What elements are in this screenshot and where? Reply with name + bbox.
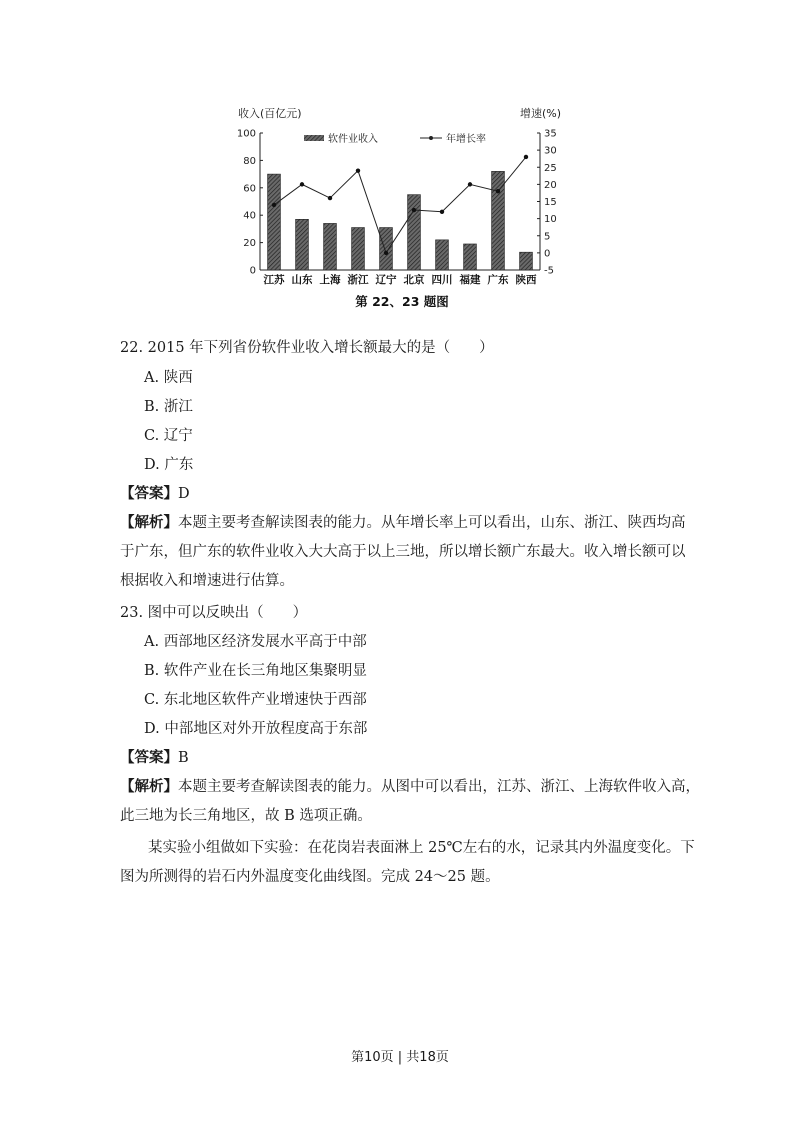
q22-analysis-line-1 — [120, 513, 686, 533]
legend-bar-label: 软件业收入 — [328, 134, 378, 145]
growth-point-浙江 — [356, 168, 360, 172]
x-tick-label: 福建 — [459, 274, 481, 286]
right-tick-label: 0 — [544, 248, 551, 260]
q22-answer — [120, 484, 190, 504]
q22-analysis-label: 【解析】 — [120, 514, 178, 531]
growth-point-山东 — [300, 182, 304, 186]
bar-福建 — [464, 244, 477, 270]
right-tick-label: 25 — [544, 162, 557, 174]
x-tick-label: 山东 — [291, 274, 313, 286]
growth-point-江苏 — [272, 203, 276, 207]
right-tick-label: -5 — [544, 265, 554, 277]
legend-bar-swatch — [304, 135, 324, 141]
q23-analysis-line-2: 此三地为长三角地区，故 B 选项正确。 — [120, 808, 372, 824]
left-tick-label: 40 — [243, 210, 256, 222]
chart — [232, 100, 572, 315]
q22-analysis-line-3: 根据收入和增速进行估算。 — [120, 573, 294, 589]
bar-山东 — [296, 219, 309, 270]
right-tick-label: 35 — [544, 128, 557, 140]
q23-answer-value: B — [178, 750, 189, 766]
growth-point-陕西 — [524, 155, 528, 159]
q23-answer-label: 【答案】 — [120, 749, 178, 766]
q23-answer — [120, 748, 189, 768]
bar-上海 — [324, 223, 337, 270]
x-tick-label: 辽宁 — [375, 274, 397, 286]
bar-陕西 — [520, 252, 533, 270]
q23-option-b: B. 软件产业在长三角地区集聚明显 — [144, 663, 367, 679]
left-tick-label: 20 — [243, 238, 256, 250]
q23-option-d: D. 中部地区对外开放程度高于东部 — [144, 721, 368, 737]
q22-option-b: B. 浙江 — [144, 399, 193, 415]
right-tick-label: 5 — [544, 231, 551, 243]
intro-line-2: 图为所测得的岩石内外温度变化曲线图。完成 24～25 题。 — [120, 869, 500, 885]
x-tick-label: 广东 — [487, 274, 509, 286]
q22-analysis-line-2: 于广东，但广东的软件业收入大大高于以上三地，所以增长额广东最大。收入增长额可以 — [120, 544, 686, 560]
growth-point-广东 — [496, 189, 500, 193]
growth-point-福建 — [468, 182, 472, 186]
growth-point-四川 — [440, 210, 444, 214]
bar-江苏 — [268, 174, 281, 270]
q22-option-a: A. 陕西 — [144, 370, 193, 386]
page-footer: 第10页 | 共18页 — [351, 1050, 449, 1065]
left-tick-label: 60 — [243, 183, 256, 195]
right-tick-label: 15 — [544, 197, 557, 208]
q23-analysis-label: 【解析】 — [120, 778, 178, 795]
legend — [304, 132, 486, 145]
q22-option-c: C. 辽宁 — [144, 428, 193, 444]
left-axis-label: 收入(百亿元) — [238, 107, 302, 120]
right-tick-label: 20 — [544, 179, 557, 191]
x-tick-label: 四川 — [431, 274, 453, 286]
q23-analysis-text-1: 本题主要考查解读图表的能力。从图中可以看出，江苏、浙江、上海软件收入高， — [178, 779, 700, 795]
legend-line-label: 年增长率 — [446, 134, 486, 145]
growth-point-辽宁 — [384, 251, 388, 255]
bar-浙江 — [352, 228, 365, 270]
growth-point-上海 — [328, 196, 332, 200]
left-tick-label: 80 — [243, 155, 256, 167]
q22-stem: 22. 2015 年下列省份软件业收入增长额最大的是（ ） — [120, 340, 494, 356]
x-tick-label: 浙江 — [347, 274, 369, 286]
x-tick-label: 江苏 — [263, 274, 285, 286]
x-tick-label: 陕西 — [515, 274, 537, 286]
q23-option-c: C. 东北地区软件产业增速快于西部 — [144, 692, 367, 708]
q22-answer-label: 【答案】 — [120, 485, 178, 502]
right-axis-label: 增速(%) — [520, 107, 562, 120]
x-tick-label: 北京 — [403, 274, 425, 286]
q22-answer-value: D — [178, 486, 190, 502]
left-tick-label: 100 — [236, 128, 256, 140]
bar-北京 — [408, 195, 421, 270]
q23-stem: 23. 图中可以反映出（ ） — [120, 605, 308, 621]
bar-辽宁 — [380, 228, 393, 270]
right-tick-label: 10 — [544, 214, 557, 226]
growth-point-北京 — [412, 208, 416, 212]
q23-option-a: A. 西部地区经济发展水平高于中部 — [144, 634, 367, 650]
bar-四川 — [436, 240, 449, 270]
chart-caption: 第 22、23 题图 — [355, 294, 449, 309]
legend-line-marker — [429, 136, 433, 140]
q22-option-d: D. 广东 — [144, 457, 194, 473]
x-tick-label: 上海 — [319, 274, 341, 286]
right-tick-label: 30 — [544, 145, 557, 157]
left-tick-label: 0 — [249, 265, 256, 277]
q22-analysis-text-1: 本题主要考查解读图表的能力。从年增长率上可以看出，山东、浙江、陕西均高 — [178, 515, 686, 531]
q23-analysis-line-1 — [120, 777, 700, 797]
growth-rate-line — [274, 157, 526, 253]
bar-line-chart — [232, 100, 572, 315]
intro-line-1: 某实验小组做如下实验：在花岗岩表面淋上 25℃左右的水，记录其内外温度变化。下 — [148, 840, 695, 856]
